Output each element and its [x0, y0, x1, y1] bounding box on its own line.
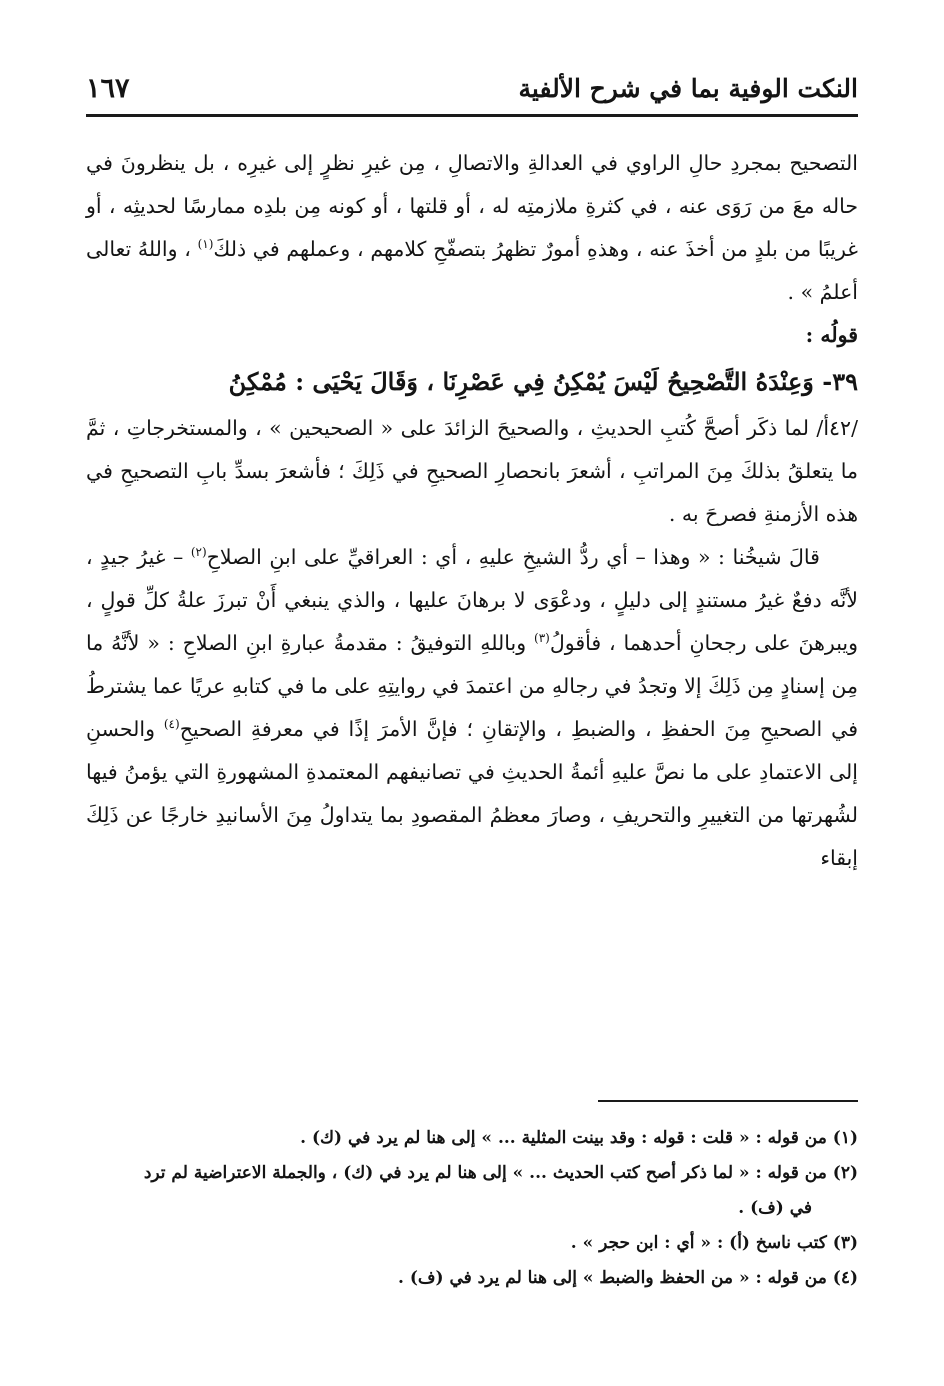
main-text [86, 142, 858, 880]
footnote-ref-1: (١) [197, 237, 214, 252]
footnote-4: (٤) من قوله : « من الحفظ والضبط » إلى هنا لم يرد في (ف) . [397, 1268, 858, 1288]
footnote-ref-4: (٤) [163, 717, 180, 732]
paragraph-3-part-c: وباللهِ التوفيقُ : مقدمةُ عبارةِ ابنِ الصلاحِ : « لأنَّهُ ما مِن إسنادٍ مِن ذَلِكَ إلا وتجدُ في رجالهِ من اعتمدَ في روايتِهِ على ما في كتابهِ عريًا عما يشترطُ في الصحيحِ مِنَ الحفظِ ، والضبطِ ، والإتقانِ ؛ فإنَّ الأمرَ إذًا في معرفةِ الصحيحِ [86, 631, 858, 741]
footnotes [86, 1121, 858, 1296]
running-title: النكت الوفية بما في شرح الألفية [518, 73, 858, 103]
footnote-2: (٢) من قوله : « لما ذكر أصح كتب الحديث ... » إلى هنا لم يرد في (ك) ، والجملة الاعتراضية لم ترد [143, 1163, 858, 1183]
paragraph-3-part-d: والحسنِ إلى الاعتمادِ على ما نصَّ عليهِ أئمةُ الحديثِ في تصانيفهم المعتمدةِ المشهورةِ التي يؤمنُ فيها لشُهرتها من التغييرِ والتحريفِ ، وصارَ معظمُ المقصودِ بما يتداولُ مِنَ الأسانيدِ خارجًا عن ذَلِكَ إبقاء [86, 717, 858, 870]
paragraph-1-end: ، واللهُ تعالى أعلمُ » . [86, 237, 858, 304]
footnote-ref-2: (٢) [190, 545, 207, 560]
footnote-1: (١) من قوله : « قلت : قوله : وقد بينت المثلية ... » إلى هنا لم يرد في (ك) . [300, 1128, 858, 1148]
footnote-ref-3: (٣) [534, 631, 550, 646]
paragraph-3 [86, 536, 858, 880]
paragraph-3-part-b: – غيرُ جيدٍ ، لأنَّه دفعٌ غيرُ مستندٍ إلى دليلٍ ، ودعْوَى لا برهانَ عليها ، والذي ينبغي أَنْ تبرزَ علةُ كلِّ قولٍ ، ويبرهنَ على رجحانِ أحدهما ، فأقولُ [86, 545, 858, 655]
footnote-2-continuation: في (ف) . [738, 1198, 812, 1218]
paragraph-3-part-a: قالَ شيخُنا : « وهذا – أي ردُّ الشيخِ عليهِ ، أي : العراقيِّ على ابنِ الصلاحِ [206, 545, 820, 569]
page-number: ١٦٧ [86, 72, 130, 104]
paragraph-2: /٤٢أ/ لما ذكَر أصحَّ كُتبِ الحديثِ ، والصحيحَ الزائدَ على « الصحيحين » ، والمستخرجاتِ ، ثمَّ ما يتعلقُ بذلكَ مِنَ المراتبِ ، أشعرَ بانحصارِ الصحيحِ في ذَلِكَ ؛ فأشعرَ بسدِّ بابِ التصحيحِ في هذه الأزمنةِ فصرحَ به . [86, 416, 858, 526]
paragraph-1 [86, 142, 858, 314]
alfiya-verse: ٣٩- وَعِنْدَهُ التَّصْحِيحُ لَيْسَ يُمْكِنُ فِي عَصْرِنَا ، وَقَالَ يَحْيَى : مُمْكِنُ [228, 367, 858, 396]
qawluhu-label: قولُه : [805, 323, 858, 347]
paragraph-1-text: التصحيح بمجردِ حالِ الراوي في العدالةِ والاتصالِ ، مِن غيرِ نظرٍ إلى غيرِه ، بل ينظرونَ في حاله معَ من رَوَى عنه ، في كثرةِ ملازمتِه له ، أو قلتها ، أو كونه مِن بلدِه ممارسًا لحديثِه ، أو غريبًا من بلدٍ من أخذَ عنه ، وهذهِ أمورٌ تظهرُ بتصفّحِ كلامهم ، وعملهم في ذلكَ [86, 151, 858, 261]
page-header [86, 62, 858, 117]
footnote-separator [598, 1100, 858, 1102]
footnote-3: (٣) كتب ناسخ (أ) : « أي : ابن حجر » . [570, 1233, 858, 1253]
